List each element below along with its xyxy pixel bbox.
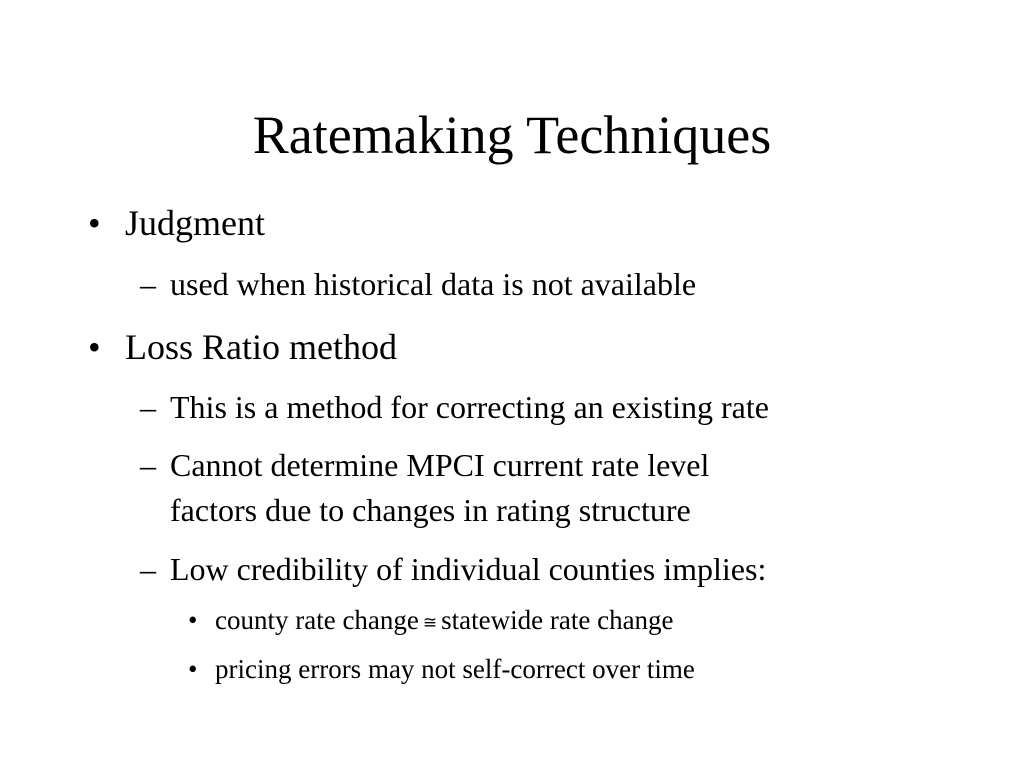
dash-marker: – (140, 447, 156, 483)
bullet-text: Judgment (125, 203, 265, 243)
slide-title: Ratemaking Techniques (252, 105, 772, 165)
subitem-text: used when historical data is not available (170, 266, 697, 302)
bullet-marker: • (88, 203, 101, 243)
approx-equal-symbol: ≅ (422, 612, 438, 632)
text-before-symbol: county rate change (215, 605, 419, 635)
bullet-marker: • (88, 327, 101, 367)
subitem-text: Low credibility of individual counties implies: (170, 551, 767, 587)
dash-marker: – (140, 389, 156, 425)
dash-marker: – (140, 551, 156, 587)
bullet-text: Loss Ratio method (125, 327, 397, 367)
subitem-mpci-rate-level-cont (170, 490, 691, 530)
subitem-text: This is a method for correcting an existing rate (170, 389, 769, 425)
subitem-text-line-2: factors due to changes in rating structure (170, 492, 691, 528)
subsubitem-text (215, 603, 674, 640)
text-after-symbol: statewide rate change (441, 605, 674, 635)
subitem-text-line-1: Cannot determine MPCI current rate level (170, 447, 710, 483)
bullet-marker: • (188, 654, 198, 684)
bullet-marker: • (188, 605, 198, 635)
dash-marker: – (140, 266, 156, 302)
subsubitem-text: pricing errors may not self-correct over time (215, 654, 695, 684)
